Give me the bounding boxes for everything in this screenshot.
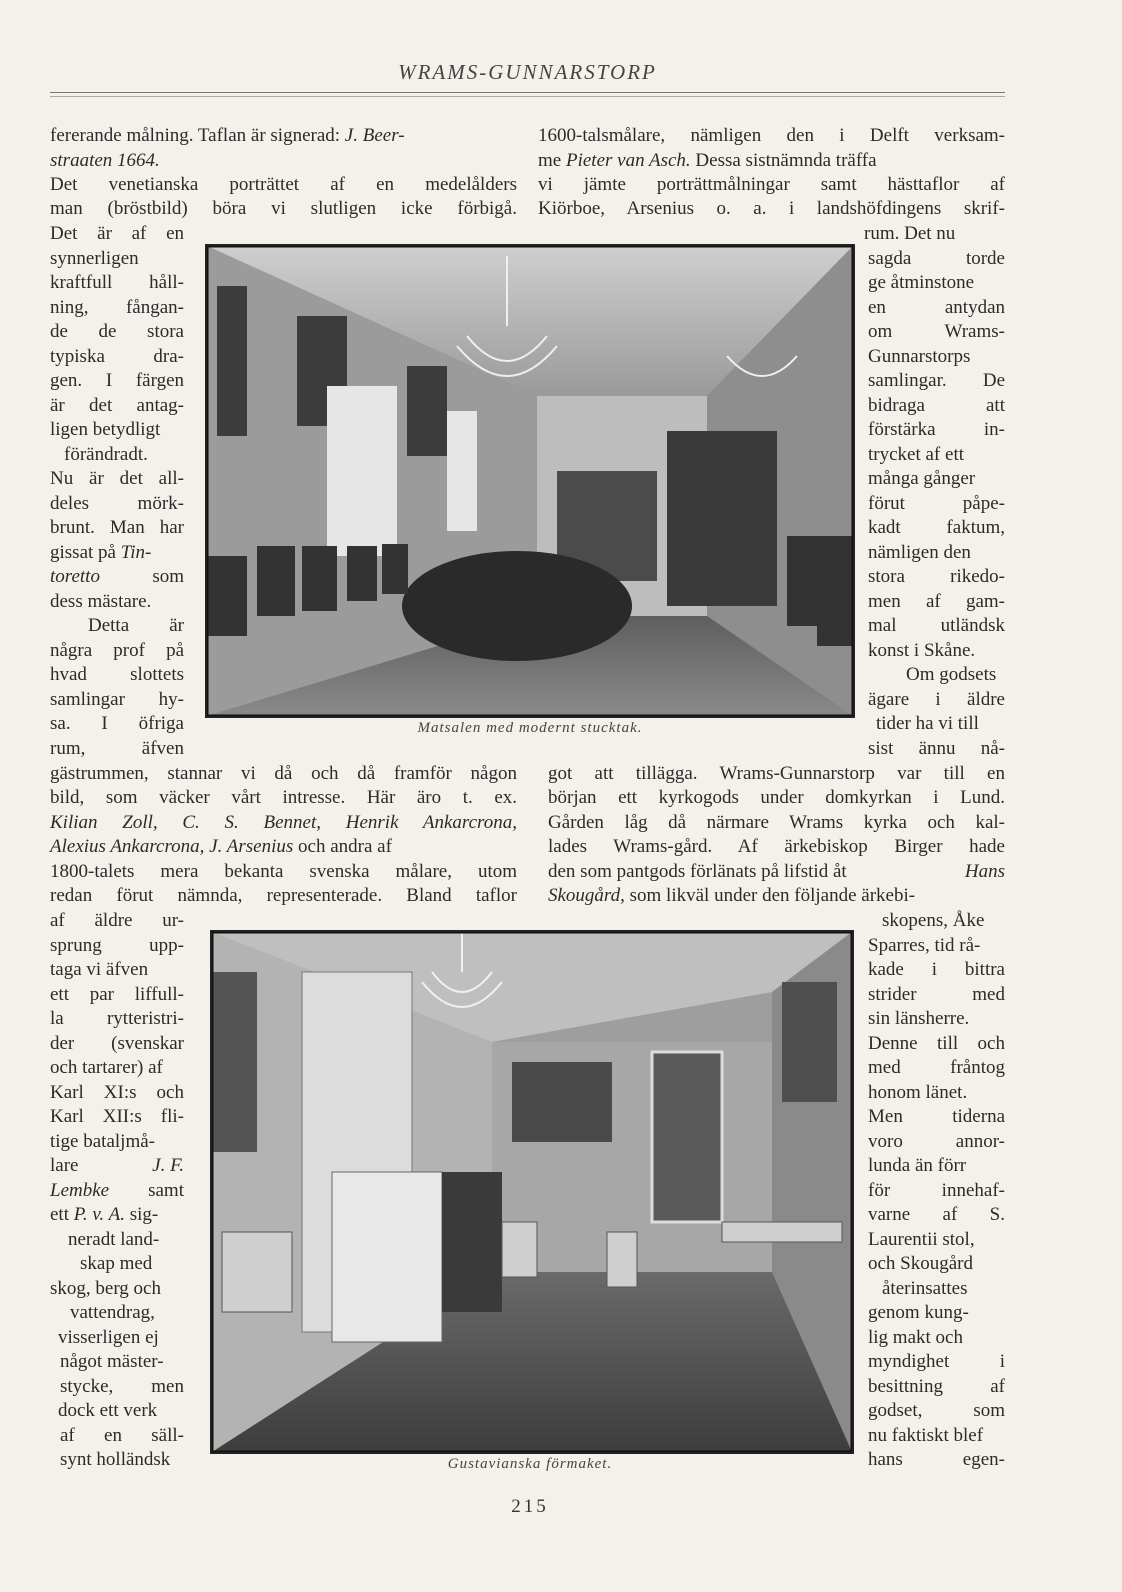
text-line: Lembke samt <box>50 1180 184 1201</box>
text-line: got att tillägga. Wrams-Gunnarstorp var till en <box>548 763 1005 784</box>
text-line: genom kung- <box>868 1302 969 1323</box>
text-line: Detta är <box>88 615 184 636</box>
text-line: hvad slottets <box>50 664 184 685</box>
text-line: neradt land- <box>68 1229 160 1250</box>
text-line: förändradt. <box>64 444 148 465</box>
text-line: återinsattes <box>882 1278 968 1299</box>
text-line: början ett kyrkogods under domkyrkan i Lund. <box>548 787 1005 808</box>
text-line: fererande målning. Taflan är signerad: J. Beer- <box>50 125 405 146</box>
text-line: strider med <box>868 984 1005 1005</box>
text-line: nämligen den <box>868 542 971 563</box>
text-line: nu faktiskt blef <box>868 1425 984 1446</box>
text-line: typiska dra- <box>50 346 184 367</box>
text-line: något mäster- <box>60 1351 164 1372</box>
photo-caption: Gustavianska förmaket. <box>447 1456 613 1472</box>
text-line: Karl XI:s och <box>50 1082 184 1103</box>
text-line: Denne till och <box>868 1033 1005 1054</box>
text-line: ge åtminstone <box>868 272 975 293</box>
text-line: Laurentii stol, <box>868 1229 975 1250</box>
text-line: voro annor- <box>868 1131 1005 1152</box>
text-line: ning, fångan- <box>50 297 184 318</box>
text-line: myndighet i <box>868 1351 1005 1372</box>
text-line: Gunnarstorps <box>868 346 971 367</box>
text-line: trycket af ett <box>868 444 965 465</box>
text-line: dock ett verk <box>58 1400 158 1421</box>
text-line: deles mörk- <box>50 493 184 514</box>
text-line: lunda än förr <box>868 1155 967 1176</box>
text-line: skog, berg och <box>50 1278 161 1299</box>
photo-dining-room <box>205 244 855 718</box>
text-line: en antydan <box>868 297 1005 318</box>
text-line: Gården låg då närmare Wrams kyrka och kal- <box>548 812 1005 833</box>
text-line: 1600-talsmålare, nämligen den i Delft verksam- <box>538 125 1005 146</box>
text-line: brunt. Man har <box>50 517 184 538</box>
text-line: Sparres, tid rå- <box>868 935 981 956</box>
text-line: men af gam- <box>868 591 1005 612</box>
text-line: konst i Skåne. <box>868 640 976 661</box>
text-line: der (svenskar <box>50 1033 184 1054</box>
photo-caption: Matsalen med modernt stucktak. <box>417 720 643 736</box>
text-line: stora rikedo- <box>868 566 1005 587</box>
text-line: lare J. F. <box>50 1155 184 1176</box>
text-line: me Pieter van Asch. Dessa sistnämnda träffa <box>538 150 877 171</box>
text-line: sagda torde <box>868 248 1005 269</box>
text-line: honom länet. <box>868 1082 968 1103</box>
text-line: gen. I färgen <box>50 370 184 391</box>
text-line: ligen betydligt <box>50 419 161 440</box>
text-line: med fråntog <box>868 1057 1005 1078</box>
text-line: vi jämte porträttmålningar samt hästtaflor af <box>538 174 1005 195</box>
text-line: mal utländsk <box>868 615 1005 636</box>
text-line: stycke, men <box>60 1376 184 1397</box>
text-line: samlingar hy- <box>50 689 184 710</box>
text-line: och tartarer) af <box>50 1057 163 1078</box>
text-line: Men tiderna <box>868 1106 1005 1127</box>
gustavian-salon-image <box>212 932 852 1452</box>
photo-gustavian-salon <box>210 930 854 1454</box>
text-line: la rytteristri- <box>50 1008 184 1029</box>
text-line: kade i bittra <box>868 959 1005 980</box>
text-line: Kilian Zoll, C. S. Bennet, Henrik Ankarcrona, <box>50 812 517 833</box>
text-line: toretto som <box>50 566 184 587</box>
text-line: Det venetianska porträttet af en medelålders <box>50 174 517 195</box>
text-line: kadt faktum, <box>868 517 1005 538</box>
header-rule-thin <box>50 96 1005 97</box>
text-line: är det antag- <box>50 395 184 416</box>
text-line: tider ha vi till <box>876 713 979 734</box>
text-line: skopens, Åke <box>882 910 985 931</box>
text-line: samlingar. De <box>868 370 1005 391</box>
text-line: förstärka in- <box>868 419 1005 440</box>
text-line: för innehaf- <box>868 1180 1005 1201</box>
text-line: 1800-talets mera bekanta svenska målare, utom <box>50 861 517 882</box>
text-line: sprung upp- <box>50 935 184 956</box>
text-line: godset, som <box>868 1400 1005 1421</box>
text-line: lades Wrams-gård. Af ärkebiskop Birger hade <box>548 836 1005 857</box>
text-line: besittning af <box>868 1376 1005 1397</box>
text-line: varne af S. <box>868 1204 1005 1225</box>
text-line: några prof på <box>50 640 184 661</box>
page-number: 215 <box>511 1496 549 1517</box>
text-line: bidraga att <box>868 395 1005 416</box>
text-line: ett par liffull- <box>50 984 184 1005</box>
text-line: Alexius Ankarcrona, J. Arsenius och andra af <box>50 836 392 857</box>
text-line: Karl XII:s fli- <box>50 1106 184 1127</box>
text-line: förut påpe- <box>868 493 1005 514</box>
text-line: straaten 1664. <box>50 150 160 171</box>
text-line: sa. I öfriga <box>50 713 184 734</box>
text-line: ett P. v. A. sig- <box>50 1204 159 1225</box>
text-line: man (bröstbild) böra vi slutligen icke förbigå. <box>50 198 517 219</box>
text-line: gissat på Tin- <box>50 542 152 563</box>
text-line: Skougård, som likväl under den följande ärkebi- <box>548 885 916 906</box>
text-line: ägare i äldre <box>868 689 1005 710</box>
text-line: kraftfull håll- <box>50 272 184 293</box>
text-line: sist ännu nå- <box>868 738 1005 759</box>
text-line: tige bataljmå- <box>50 1131 155 1152</box>
text-line: den som pantgods förlänats på lifstid åt Hans <box>548 861 1005 882</box>
text-line: Kiörboe, Arsenius o. a. i landshöfdingens skrif- <box>538 198 1005 219</box>
running-header: WRAMS-GUNNARSTORP <box>398 60 657 84</box>
text-line: af äldre ur- <box>50 910 184 931</box>
dining-room-image <box>207 246 853 716</box>
text-line: visserligen ej <box>58 1327 159 1348</box>
text-line: Det är af en <box>50 223 184 244</box>
text-line: sin länsherre. <box>868 1008 970 1029</box>
text-line: Om godsets <box>906 664 997 685</box>
text-line: redan förut nämnda, representerade. Bland taflor <box>50 885 517 906</box>
text-line: skap med <box>80 1253 153 1274</box>
text-line: lig makt och <box>868 1327 963 1348</box>
text-line: taga vi äfven <box>50 959 149 980</box>
text-line: af en säll- <box>60 1425 184 1446</box>
text-line: rum, äfven <box>50 738 184 759</box>
text-line: dess mästare. <box>50 591 152 612</box>
text-line: och Skougård <box>868 1253 974 1274</box>
text-line: om Wrams- <box>868 321 1005 342</box>
text-line: rum. Det nu <box>864 223 956 244</box>
text-line: bild, som väcker vårt intresse. Här äro t. ex. <box>50 787 517 808</box>
text-line: hans egen- <box>868 1449 1005 1470</box>
text-line: gästrummen, stannar vi då och då framför någon <box>50 763 517 784</box>
text-line: vattendrag, <box>70 1302 155 1323</box>
text-line: synnerligen <box>50 248 139 269</box>
header-rule <box>50 92 1005 93</box>
text-line: de de stora <box>50 321 184 342</box>
text-line: Nu är det all- <box>50 468 184 489</box>
text-line: synt holländsk <box>60 1449 171 1470</box>
text-line: många gånger <box>868 468 976 489</box>
